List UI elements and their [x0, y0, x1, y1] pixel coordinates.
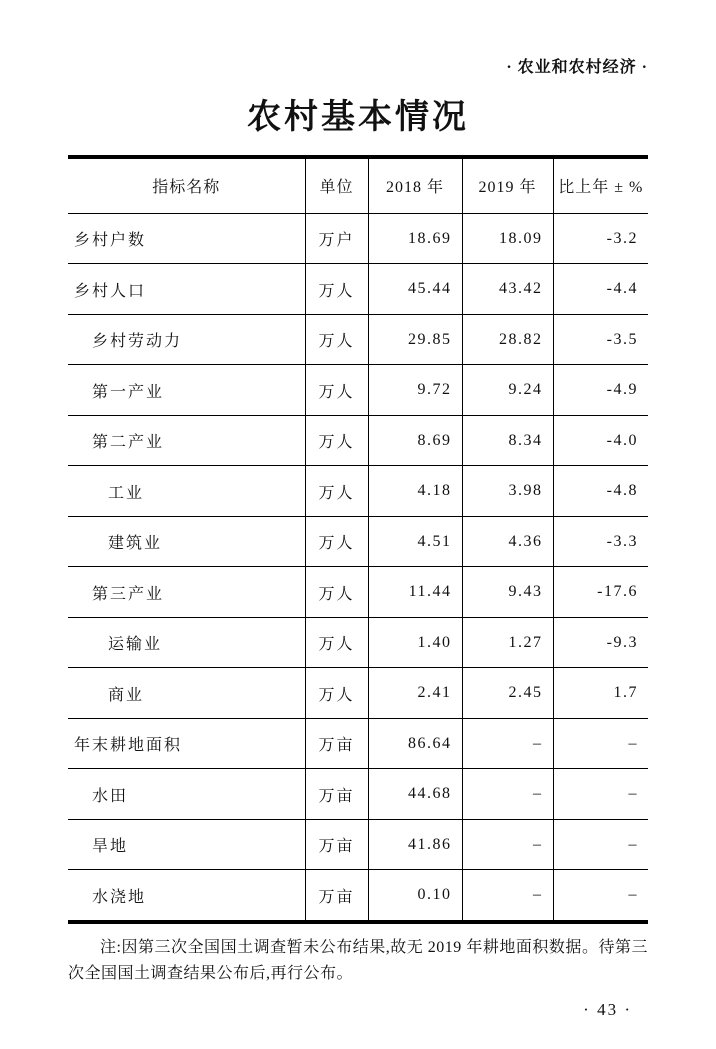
indicator-unit: 万人 [305, 466, 368, 517]
value-change-pct: -4.0 [553, 415, 648, 466]
value-2018: 41.86 [368, 819, 462, 870]
value-2019: 9.24 [462, 365, 553, 416]
page-title: 农村基本情况 [247, 99, 469, 136]
column-header-indicator: 指标名称 [68, 157, 305, 214]
value-2018: 86.64 [368, 718, 462, 769]
value-change-pct: -17.6 [553, 567, 648, 618]
value-2019: 3.98 [462, 466, 553, 517]
value-change-pct: 1.7 [553, 668, 648, 719]
value-2018: 1.40 [368, 617, 462, 668]
value-2018: 44.68 [368, 769, 462, 820]
indicator-unit: 万人 [305, 415, 368, 466]
value-change-pct: – [553, 819, 648, 870]
table-row [68, 213, 648, 264]
value-change-pct: – [553, 870, 648, 922]
value-2018: 18.69 [368, 213, 462, 264]
value-2018: 2.41 [368, 668, 462, 719]
value-change-pct: -4.4 [553, 264, 648, 315]
indicator-unit: 万人 [305, 314, 368, 365]
indicator-name: 乡村劳动力 [68, 314, 305, 365]
value-2018: 0.10 [368, 870, 462, 922]
value-2019: 8.34 [462, 415, 553, 466]
indicator-unit: 万人 [305, 567, 368, 618]
table-body [68, 213, 648, 922]
indicator-unit: 万人 [305, 617, 368, 668]
value-change-pct: -9.3 [553, 617, 648, 668]
column-header-2019: 2019 年 [462, 157, 553, 214]
table-row [68, 516, 648, 567]
value-change-pct: -4.9 [553, 365, 648, 416]
value-2019: 2.45 [462, 668, 553, 719]
rural-basic-conditions-table [68, 155, 648, 924]
value-2018: 9.72 [368, 365, 462, 416]
table-row [68, 769, 648, 820]
indicator-name: 年末耕地面积 [68, 718, 305, 769]
table-row [68, 870, 648, 922]
value-2019: 43.42 [462, 264, 553, 315]
table-row [68, 819, 648, 870]
value-change-pct: – [553, 718, 648, 769]
value-2018: 29.85 [368, 314, 462, 365]
column-header-change: 比上年 ± % [553, 157, 648, 214]
indicator-name: 运输业 [68, 617, 305, 668]
value-2019: 1.27 [462, 617, 553, 668]
indicator-unit: 万亩 [305, 718, 368, 769]
indicator-name: 旱地 [68, 819, 305, 870]
indicator-unit: 万亩 [305, 870, 368, 922]
indicator-unit: 万户 [305, 213, 368, 264]
table-row [68, 668, 648, 719]
value-2018: 8.69 [368, 415, 462, 466]
indicator-name: 建筑业 [68, 516, 305, 567]
value-2019: 28.82 [462, 314, 553, 365]
indicator-unit: 万人 [305, 264, 368, 315]
page-number: · 43 · [583, 999, 632, 1019]
indicator-name: 第三产业 [68, 567, 305, 618]
value-change-pct: -3.2 [553, 213, 648, 264]
indicator-name: 第二产业 [68, 415, 305, 466]
indicator-name: 乡村人口 [68, 264, 305, 315]
value-change-pct: -3.5 [553, 314, 648, 365]
column-header-unit: 单位 [305, 157, 368, 214]
value-2018: 45.44 [368, 264, 462, 315]
value-2019: – [462, 769, 553, 820]
value-2019: – [462, 870, 553, 922]
indicator-name: 乡村户数 [68, 213, 305, 264]
indicator-unit: 万人 [305, 516, 368, 567]
indicator-unit: 万人 [305, 668, 368, 719]
value-2019: 9.43 [462, 567, 553, 618]
value-change-pct: – [553, 769, 648, 820]
indicator-name: 水田 [68, 769, 305, 820]
value-2019: – [462, 819, 553, 870]
table-row [68, 466, 648, 517]
table-row [68, 567, 648, 618]
indicator-unit: 万亩 [305, 769, 368, 820]
section-header: · 农业和农村经济 · [506, 59, 648, 76]
table-header-row [68, 157, 648, 214]
column-header-2018: 2018 年 [368, 157, 462, 214]
value-2018: 4.51 [368, 516, 462, 567]
indicator-name: 商业 [68, 668, 305, 719]
table-footnote: 注:因第三次全国国土调查暂未公布结果,故无 2019 年耕地面积数据。待第三次全国国土调查结果公布后,再行公布。 [68, 938, 648, 982]
value-2018: 4.18 [368, 466, 462, 517]
table-row [68, 617, 648, 668]
table-row [68, 415, 648, 466]
indicator-name: 第一产业 [68, 365, 305, 416]
table-row [68, 264, 648, 315]
table-row [68, 718, 648, 769]
indicator-unit: 万亩 [305, 819, 368, 870]
value-2019: 4.36 [462, 516, 553, 567]
indicator-unit: 万人 [305, 365, 368, 416]
value-change-pct: -3.3 [553, 516, 648, 567]
table-row [68, 314, 648, 365]
indicator-name: 工业 [68, 466, 305, 517]
value-change-pct: -4.8 [553, 466, 648, 517]
value-2019: – [462, 718, 553, 769]
value-2019: 18.09 [462, 213, 553, 264]
table-row [68, 365, 648, 416]
value-2018: 11.44 [368, 567, 462, 618]
indicator-name: 水浇地 [68, 870, 305, 922]
